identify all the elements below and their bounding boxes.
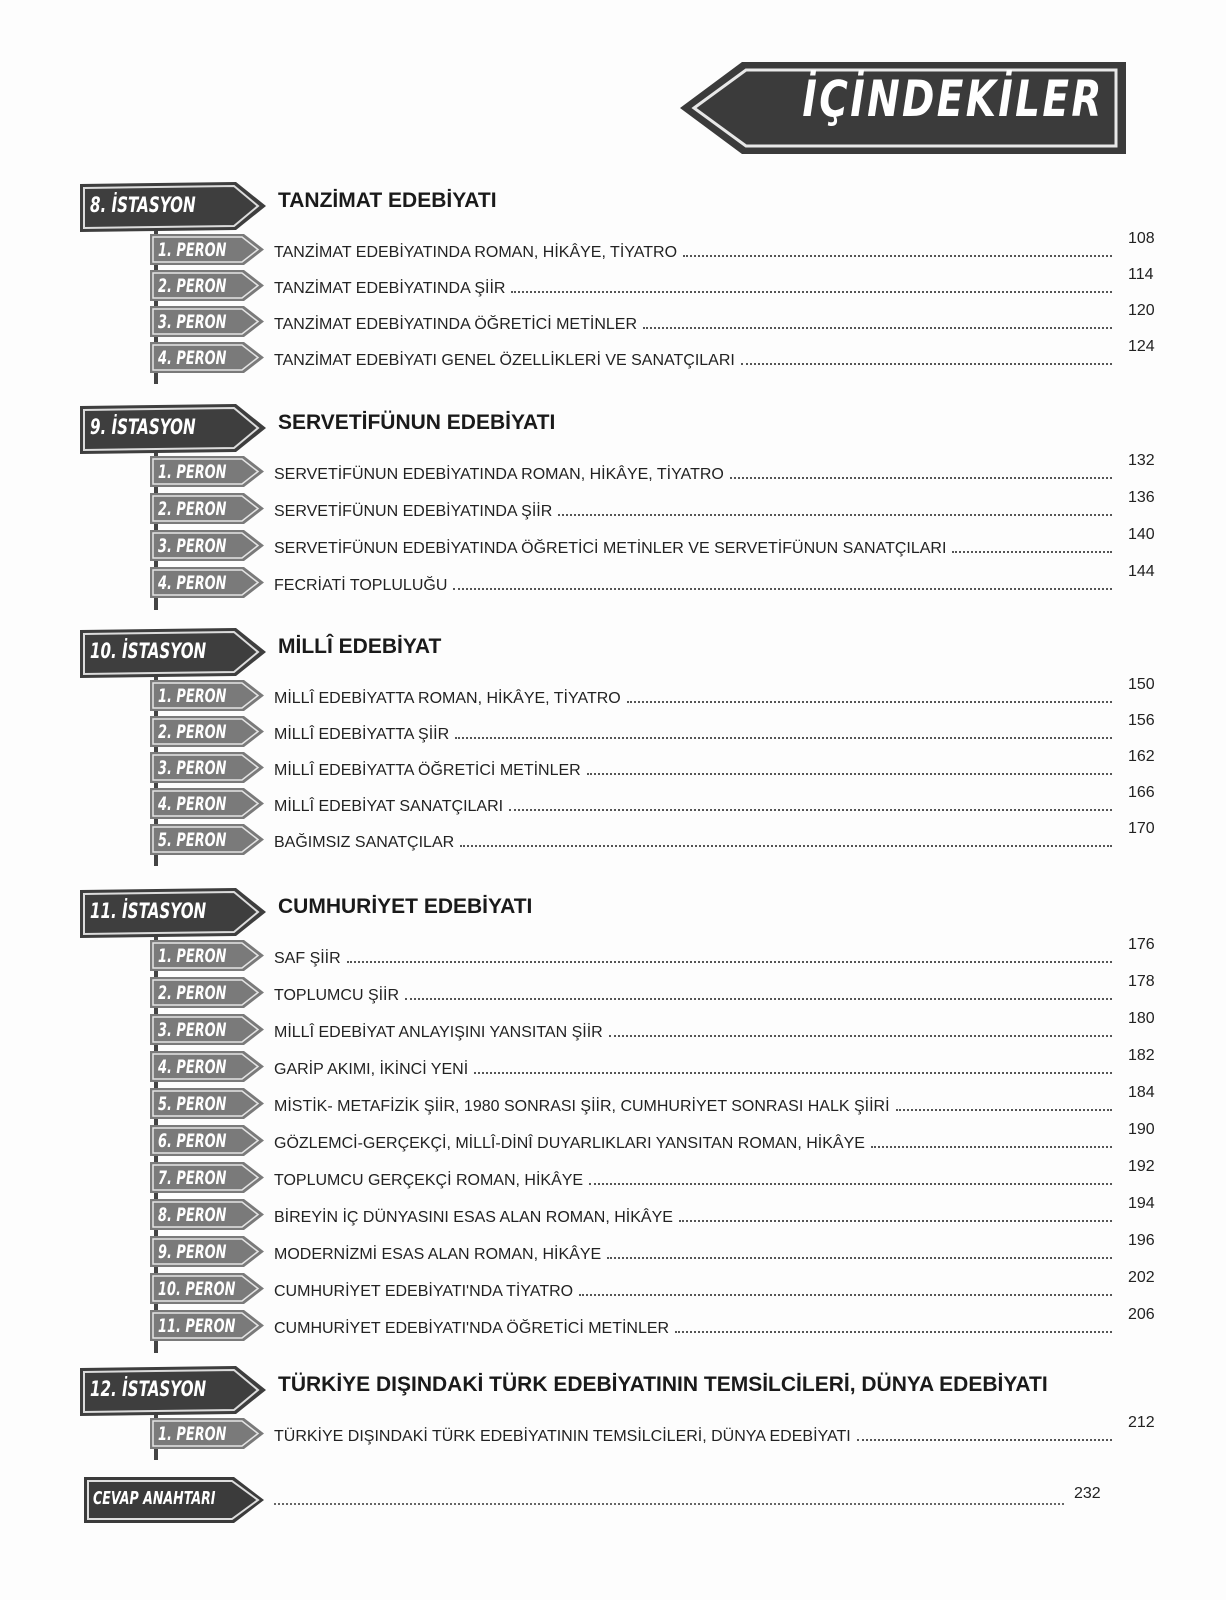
entry-title: SERVETİFÜNUN EDEBİYATINDA ROMAN, HİKÂYE, TİYATRO bbox=[274, 466, 724, 483]
entry-title: BİREYİN İÇ DÜNYASINI ESAS ALAN ROMAN, HİKÂYE bbox=[274, 1209, 673, 1226]
peron-label: 9. PERON bbox=[158, 1241, 227, 1263]
peron-label: 2. PERON bbox=[158, 498, 227, 520]
station-sign bbox=[80, 888, 268, 938]
toc-entry[interactable] bbox=[274, 338, 1155, 370]
peron-sign bbox=[150, 567, 266, 598]
dot-leader bbox=[558, 513, 1112, 516]
entry-title: TANZİMAT EDEBİYATINDA ŞİİR bbox=[274, 280, 506, 297]
peron-sign bbox=[150, 456, 266, 487]
page-number: 184 bbox=[1128, 1084, 1155, 1101]
dot-leader bbox=[896, 1108, 1112, 1111]
entry-title: MİLLÎ EDEBİYATTA ROMAN, HİKÂYE, TİYATRO bbox=[274, 690, 621, 707]
dot-leader bbox=[730, 476, 1112, 479]
dot-leader bbox=[643, 326, 1112, 329]
answer-key-page: 232 bbox=[1074, 1485, 1101, 1502]
page-number: 120 bbox=[1128, 302, 1155, 319]
section-title[interactable]: TANZİMAT EDEBİYATI bbox=[278, 189, 497, 212]
section-title[interactable]: TÜRKİYE DIŞINDAKİ TÜRK EDEBİYATININ TEMSİLCİLERİ, DÜNYA EDEBİYATI bbox=[278, 1373, 1048, 1396]
peron-sign bbox=[150, 493, 266, 524]
page-number: 124 bbox=[1128, 338, 1155, 355]
peron-label: 6. PERON bbox=[158, 1130, 227, 1152]
peron-label: 5. PERON bbox=[158, 1093, 227, 1115]
dot-leader bbox=[579, 1293, 1112, 1296]
toc-entry[interactable] bbox=[274, 1306, 1155, 1338]
peron-label: 11. PERON bbox=[158, 1315, 236, 1337]
peron-sign bbox=[150, 1051, 266, 1082]
peron-label: 2. PERON bbox=[158, 275, 227, 297]
station-sign bbox=[80, 1366, 268, 1416]
entry-title: MİLLÎ EDEBİYAT SANATÇILARI bbox=[274, 798, 504, 815]
page-number: 202 bbox=[1128, 1269, 1155, 1286]
page-title-sign bbox=[680, 62, 1126, 154]
page-number: 132 bbox=[1128, 452, 1155, 469]
peron-label: 2. PERON bbox=[158, 982, 227, 1004]
peron-label: 1. PERON bbox=[158, 239, 227, 261]
peron-sign bbox=[150, 1162, 266, 1193]
page-number: 180 bbox=[1128, 1010, 1155, 1027]
peron-label: 3. PERON bbox=[158, 1019, 227, 1041]
toc-entry[interactable] bbox=[274, 266, 1154, 298]
station-label: 12. İSTASYON bbox=[90, 1377, 207, 1401]
dot-leader bbox=[607, 1256, 1112, 1259]
dot-leader bbox=[589, 1182, 1112, 1185]
page-number: 150 bbox=[1128, 676, 1155, 693]
peron-label: 4. PERON bbox=[158, 572, 227, 594]
peron-label: 10. PERON bbox=[158, 1278, 236, 1300]
page-number: 170 bbox=[1128, 820, 1155, 837]
dot-leader bbox=[455, 736, 1112, 739]
dot-leader bbox=[627, 700, 1112, 703]
page-number: 176 bbox=[1128, 936, 1155, 953]
peron-sign bbox=[150, 1088, 266, 1119]
peron-label: 1. PERON bbox=[158, 685, 227, 707]
peron-sign bbox=[150, 1199, 266, 1230]
toc-entry[interactable] bbox=[274, 526, 1155, 558]
page-number: 136 bbox=[1128, 489, 1155, 506]
answer-key-row[interactable] bbox=[84, 1477, 1144, 1527]
toc-entry[interactable] bbox=[274, 563, 1155, 595]
peron-label: 4. PERON bbox=[158, 1056, 227, 1078]
toc-entry[interactable] bbox=[274, 1121, 1155, 1153]
entry-title: TANZİMAT EDEBİYATINDA ÖĞRETİCİ METİNLER bbox=[274, 316, 637, 333]
toc-entry[interactable] bbox=[274, 1269, 1155, 1301]
peron-sign bbox=[150, 788, 266, 819]
peron-sign bbox=[150, 306, 266, 337]
dot-leader bbox=[347, 960, 1112, 963]
peron-label: 3. PERON bbox=[158, 311, 227, 333]
page-number: 140 bbox=[1128, 526, 1155, 543]
toc-entry[interactable] bbox=[274, 452, 1155, 484]
entry-title: FECRİATİ TOPLULUĞU bbox=[274, 577, 448, 594]
dot-leader bbox=[587, 772, 1112, 775]
toc-entry[interactable] bbox=[274, 820, 1155, 852]
entry-title: GARİP AKIMI, İKİNCİ YENİ bbox=[274, 1061, 469, 1078]
entry-title: MİSTİK- METAFİZİK ŞİİR, 1980 SONRASI ŞİİR, CUMHURİYET SONRASI HALK ŞİİRİ bbox=[274, 1098, 890, 1115]
station-label: 8. İSTASYON bbox=[90, 193, 196, 217]
peron-label: 3. PERON bbox=[158, 535, 227, 557]
entry-title: CUMHURİYET EDEBİYATI'NDA TİYATRO bbox=[274, 1283, 574, 1300]
entry-title: MODERNİZMİ ESAS ALAN ROMAN, HİKÂYE bbox=[274, 1246, 602, 1263]
page-title: İÇİNDEKİLER bbox=[802, 70, 1104, 128]
toc-entry[interactable] bbox=[274, 676, 1155, 708]
peron-sign bbox=[150, 342, 266, 373]
entry-title: BAĞIMSIZ SANATÇILAR bbox=[274, 834, 455, 851]
page-number: 144 bbox=[1128, 563, 1155, 580]
toc-entry[interactable] bbox=[274, 712, 1155, 744]
peron-sign bbox=[150, 1273, 266, 1304]
entry-title: TÜRKİYE DIŞINDAKİ TÜRK EDEBİYATININ TEMSİLCİLERİ, DÜNYA EDEBİYATI bbox=[274, 1428, 851, 1445]
dot-leader bbox=[857, 1438, 1112, 1441]
peron-label: 1. PERON bbox=[158, 1423, 227, 1445]
peron-label: 1. PERON bbox=[158, 945, 227, 967]
dot-leader bbox=[405, 997, 1112, 1000]
entry-title: SAF ŞİİR bbox=[274, 950, 341, 967]
station-sign bbox=[80, 182, 268, 232]
dot-leader bbox=[675, 1330, 1112, 1333]
peron-label: 7. PERON bbox=[158, 1167, 227, 1189]
entry-title: SERVETİFÜNUN EDEBİYATINDA ÖĞRETİCİ METİNLER VE SERVETİFÜNUN SANATÇILARI bbox=[274, 540, 947, 557]
peron-sign bbox=[150, 1236, 266, 1267]
answer-key-label: CEVAP ANAHTARI bbox=[93, 1488, 216, 1509]
dot-leader bbox=[274, 1503, 1064, 1505]
peron-sign bbox=[150, 270, 266, 301]
toc-entry[interactable] bbox=[274, 1232, 1155, 1264]
page-number: 194 bbox=[1128, 1195, 1155, 1212]
peron-sign bbox=[150, 1125, 266, 1156]
entry-title: TOPLUMCU ŞİİR bbox=[274, 987, 400, 1004]
page-number: 162 bbox=[1128, 748, 1155, 765]
dot-leader bbox=[952, 550, 1112, 553]
dot-leader bbox=[453, 587, 1112, 590]
station-sign bbox=[80, 404, 268, 454]
peron-sign bbox=[150, 234, 266, 265]
page-number: 108 bbox=[1128, 230, 1155, 247]
toc-entry[interactable] bbox=[274, 489, 1155, 521]
peron-sign bbox=[150, 940, 266, 971]
toc-entry[interactable] bbox=[274, 302, 1155, 334]
peron-sign bbox=[150, 716, 266, 747]
station-label: 10. İSTASYON bbox=[90, 639, 207, 663]
peron-label: 3. PERON bbox=[158, 757, 227, 779]
peron-label: 2. PERON bbox=[158, 721, 227, 743]
toc-entry[interactable] bbox=[274, 1195, 1155, 1227]
toc-entry[interactable] bbox=[274, 1047, 1155, 1079]
dot-leader bbox=[683, 254, 1112, 257]
entry-title: MİLLÎ EDEBİYATTA ÖĞRETİCİ METİNLER bbox=[274, 762, 581, 779]
station-label: 9. İSTASYON bbox=[90, 415, 196, 439]
dot-leader bbox=[741, 362, 1112, 365]
entry-title: CUMHURİYET EDEBİYATI'NDA ÖĞRETİCİ METİNLER bbox=[274, 1320, 670, 1337]
section-title[interactable]: MİLLÎ EDEBİYAT bbox=[278, 635, 442, 658]
dot-leader bbox=[474, 1071, 1112, 1074]
page-number: 178 bbox=[1128, 973, 1155, 990]
answer-key-sign bbox=[84, 1477, 264, 1523]
entry-title: MİLLÎ EDEBİYATTA ŞİİR bbox=[274, 726, 450, 743]
toc-entry[interactable] bbox=[274, 1414, 1155, 1446]
toc-entry[interactable] bbox=[274, 973, 1155, 1005]
dot-leader bbox=[871, 1145, 1112, 1148]
entry-title: TOPLUMCU GERÇEKÇİ ROMAN, HİKÂYE bbox=[274, 1172, 584, 1189]
entry-title: TANZİMAT EDEBİYATI GENEL ÖZELLİKLERİ VE SANATÇILARI bbox=[274, 352, 735, 369]
station-label: 11. İSTASYON bbox=[90, 899, 207, 923]
peron-label: 4. PERON bbox=[158, 793, 227, 815]
peron-sign bbox=[150, 530, 266, 561]
station-sign bbox=[80, 628, 268, 678]
toc-entry[interactable] bbox=[274, 1158, 1155, 1190]
section-title[interactable]: SERVETİFÜNUN EDEBİYATI bbox=[278, 411, 556, 434]
entry-title: TANZİMAT EDEBİYATINDA ROMAN, HİKÂYE, TİYATRO bbox=[274, 244, 678, 261]
peron-label: 5. PERON bbox=[158, 829, 227, 851]
page-number: 182 bbox=[1128, 1047, 1155, 1064]
peron-sign bbox=[150, 977, 266, 1008]
toc-entry[interactable] bbox=[274, 1010, 1155, 1042]
toc-entry[interactable] bbox=[274, 936, 1155, 968]
page-number: 196 bbox=[1128, 1232, 1155, 1249]
page-number: 190 bbox=[1128, 1121, 1155, 1138]
dot-leader bbox=[511, 290, 1112, 293]
peron-label: 4. PERON bbox=[158, 347, 227, 369]
entry-title: GÖZLEMCİ-GERÇEKÇİ, MİLLÎ-DİNÎ DUYARLIKLARI YANSITAN ROMAN, HİKÂYE bbox=[274, 1135, 865, 1152]
peron-sign bbox=[150, 680, 266, 711]
peron-sign bbox=[150, 1310, 266, 1341]
dot-leader bbox=[460, 844, 1112, 847]
entry-title: SERVETİFÜNUN EDEBİYATINDA ŞİİR bbox=[274, 503, 553, 520]
peron-label: 8. PERON bbox=[158, 1204, 227, 1226]
page-number: 212 bbox=[1128, 1414, 1155, 1431]
peron-sign bbox=[150, 1418, 266, 1449]
page-number: 166 bbox=[1128, 784, 1155, 801]
toc-entry[interactable] bbox=[274, 784, 1155, 816]
toc-entry[interactable] bbox=[274, 748, 1155, 780]
toc-entry[interactable] bbox=[274, 230, 1155, 262]
entry-title: MİLLÎ EDEBİYAT ANLAYIŞINI YANSITAN ŞİİR bbox=[274, 1024, 603, 1041]
page-number: 192 bbox=[1128, 1158, 1155, 1175]
peron-sign bbox=[150, 1014, 266, 1045]
peron-sign bbox=[150, 752, 266, 783]
page-number: 206 bbox=[1128, 1306, 1155, 1323]
page-number: 156 bbox=[1128, 712, 1155, 729]
section-title[interactable]: CUMHURİYET EDEBİYATI bbox=[278, 895, 533, 918]
toc-entry[interactable] bbox=[274, 1084, 1155, 1116]
dot-leader bbox=[609, 1034, 1112, 1037]
dot-leader bbox=[679, 1219, 1112, 1222]
peron-label: 1. PERON bbox=[158, 461, 227, 483]
peron-sign bbox=[150, 824, 266, 855]
page-number: 114 bbox=[1128, 266, 1154, 283]
dot-leader bbox=[509, 808, 1112, 811]
